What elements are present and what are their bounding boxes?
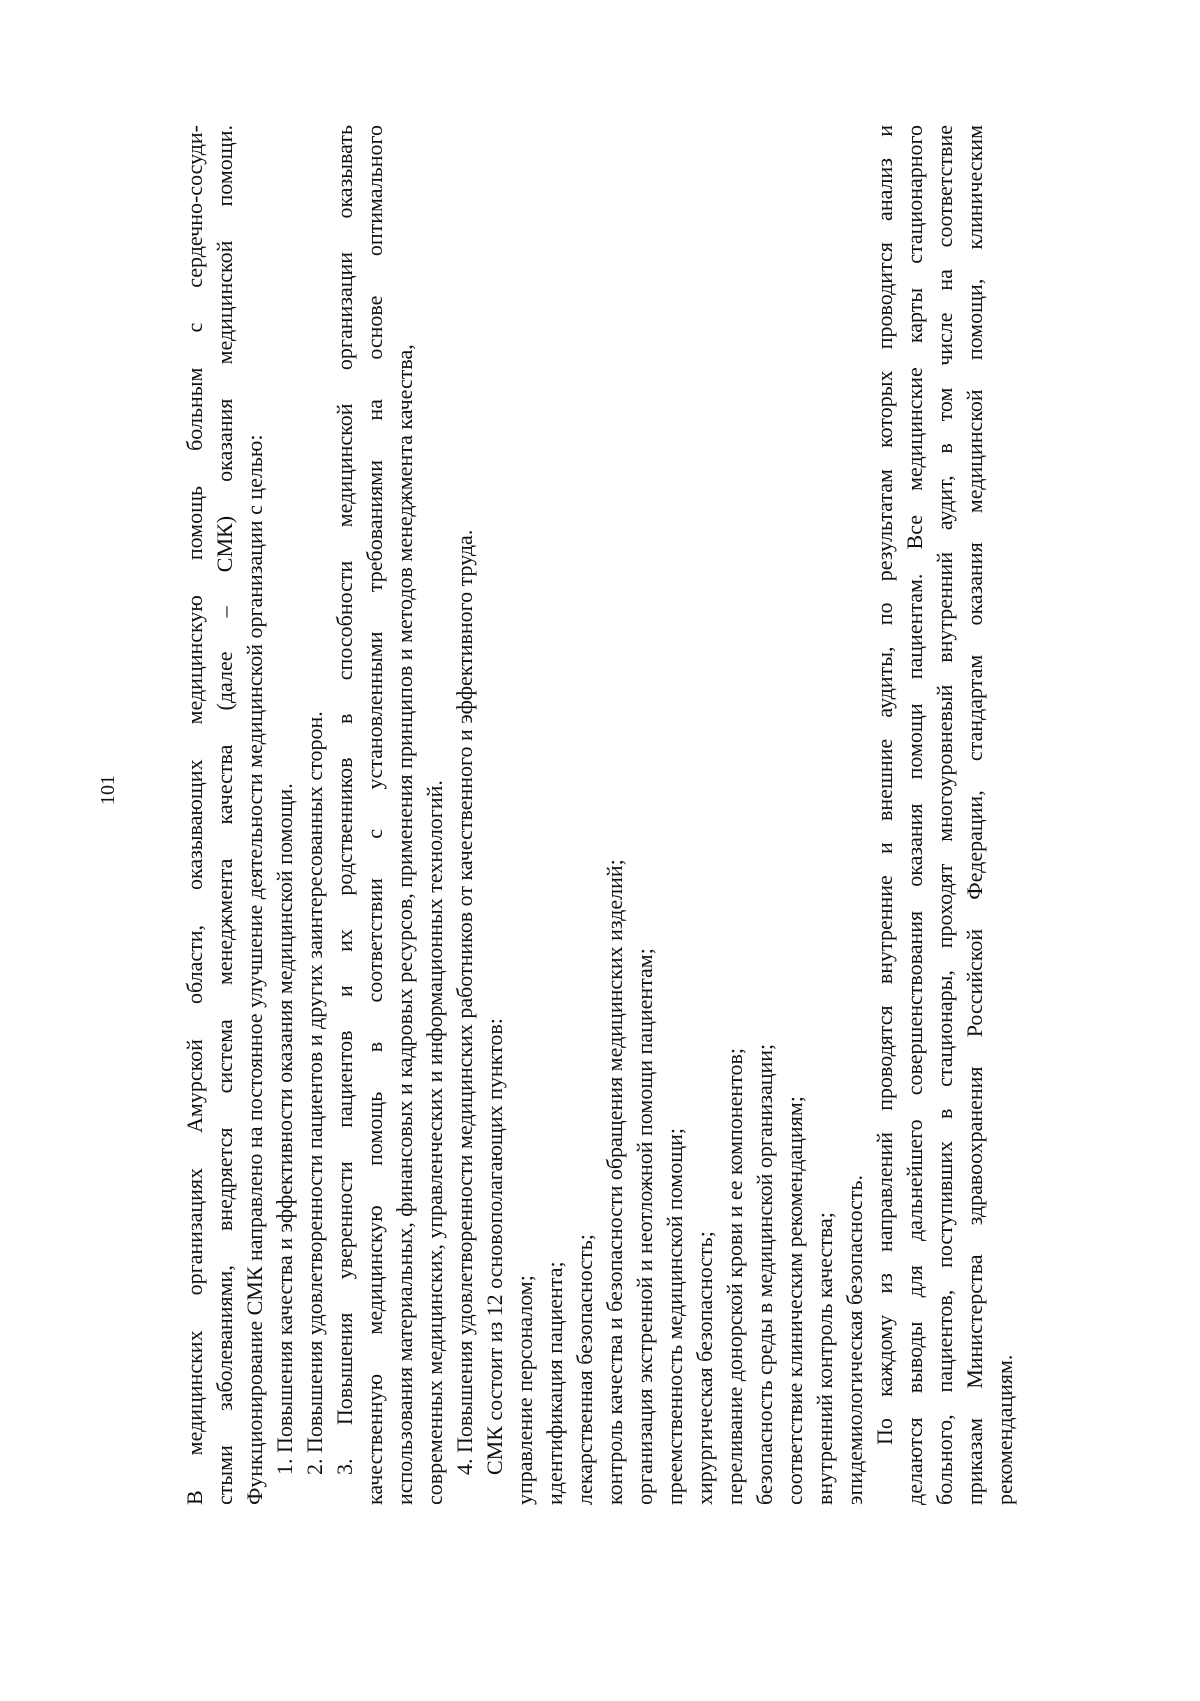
paragraph-line: приказам Министерства здравоохранения Российской Федерации, стандартам оказания медицинской помощи, клиническим <box>962 125 987 1505</box>
list-item: эпидемиологическая безопасность. <box>842 1174 867 1505</box>
list-item: 1. Повышения качества и эффективности оказания медицинской помощи. <box>272 783 297 1475</box>
list-item: хирургическая безопасность; <box>692 1231 717 1505</box>
list-item: преемственность медицинской помощи; <box>662 1127 687 1505</box>
paragraph-line: По каждому из направлений проводятся внутренние и внешние аудиты, по результатам которых проводится анализ и <box>872 125 897 1445</box>
paragraph-line: СМК состоит из 12 основополагающих пунктов: <box>482 1018 507 1475</box>
paragraph-line: рекомендациям. <box>992 1354 1017 1505</box>
paragraph-line: современных медицинских, управленческих и информационных технологий. <box>422 780 447 1505</box>
paragraph-line: использования материальных, финансовых и кадровых ресурсов, применения принципов и методов менеджмента качества, <box>392 344 417 1505</box>
list-item: 3. Повышения уверенности пациентов и их родственников в способности медицинской организации оказывать <box>332 125 357 1475</box>
list-item: контроль качества и безопасности обращения медицинских изделий; <box>602 859 627 1505</box>
paragraph-line: Функционирование СМК направлено на постоянное улучшение деятельности медицинской организации с целью: <box>242 434 267 1505</box>
list-item: 2. Повышения удовлетворенности пациентов и других заинтересованных сторон. <box>302 711 327 1475</box>
rotated-text-block <box>97 125 1110 1505</box>
paragraph-line: стыми заболеваниями, внедряется система менеджмента качества (далее – СМК) оказания медицинской помощи. <box>212 125 237 1505</box>
paragraph-line: больного, пациентов, поступивших в стационары, проходят многоуровневый внутренний аудит, в том числе на соответствие <box>932 125 957 1505</box>
list-item: соответствие клиническим рекомендациям; <box>782 1096 807 1505</box>
list-item: безопасность среды в медицинской организации; <box>752 1043 777 1505</box>
list-item: внутренний контроль качества; <box>812 1212 837 1505</box>
list-item: управление персоналом; <box>512 1275 537 1505</box>
paragraph-line: В медицинских организациях Амурской области, оказывающих медицинскую помощь больным с сердечно-сосуди- <box>182 125 207 1505</box>
list-item: лекарственная безопасность; <box>572 1234 597 1505</box>
page-number: 101 <box>97 775 119 805</box>
list-item: переливание донорской крови и ее компонентов; <box>722 1048 747 1505</box>
list-item: идентификация пациента; <box>542 1261 567 1505</box>
list-item: организация экстренной и неотложной помощи пациентам; <box>632 948 657 1505</box>
paragraph-line: качественную медицинскую помощь в соответствии с установленными требованиями на основе оптимального <box>362 125 387 1505</box>
paragraph-line: делаются выводы для дальнейшего совершенствования оказания помощи пациентам. Все медицинские карты стационарного <box>902 125 927 1505</box>
list-item: 4. Повышения удовлетворенности медицинских работников от качественного и эффективного труда. <box>452 529 477 1475</box>
